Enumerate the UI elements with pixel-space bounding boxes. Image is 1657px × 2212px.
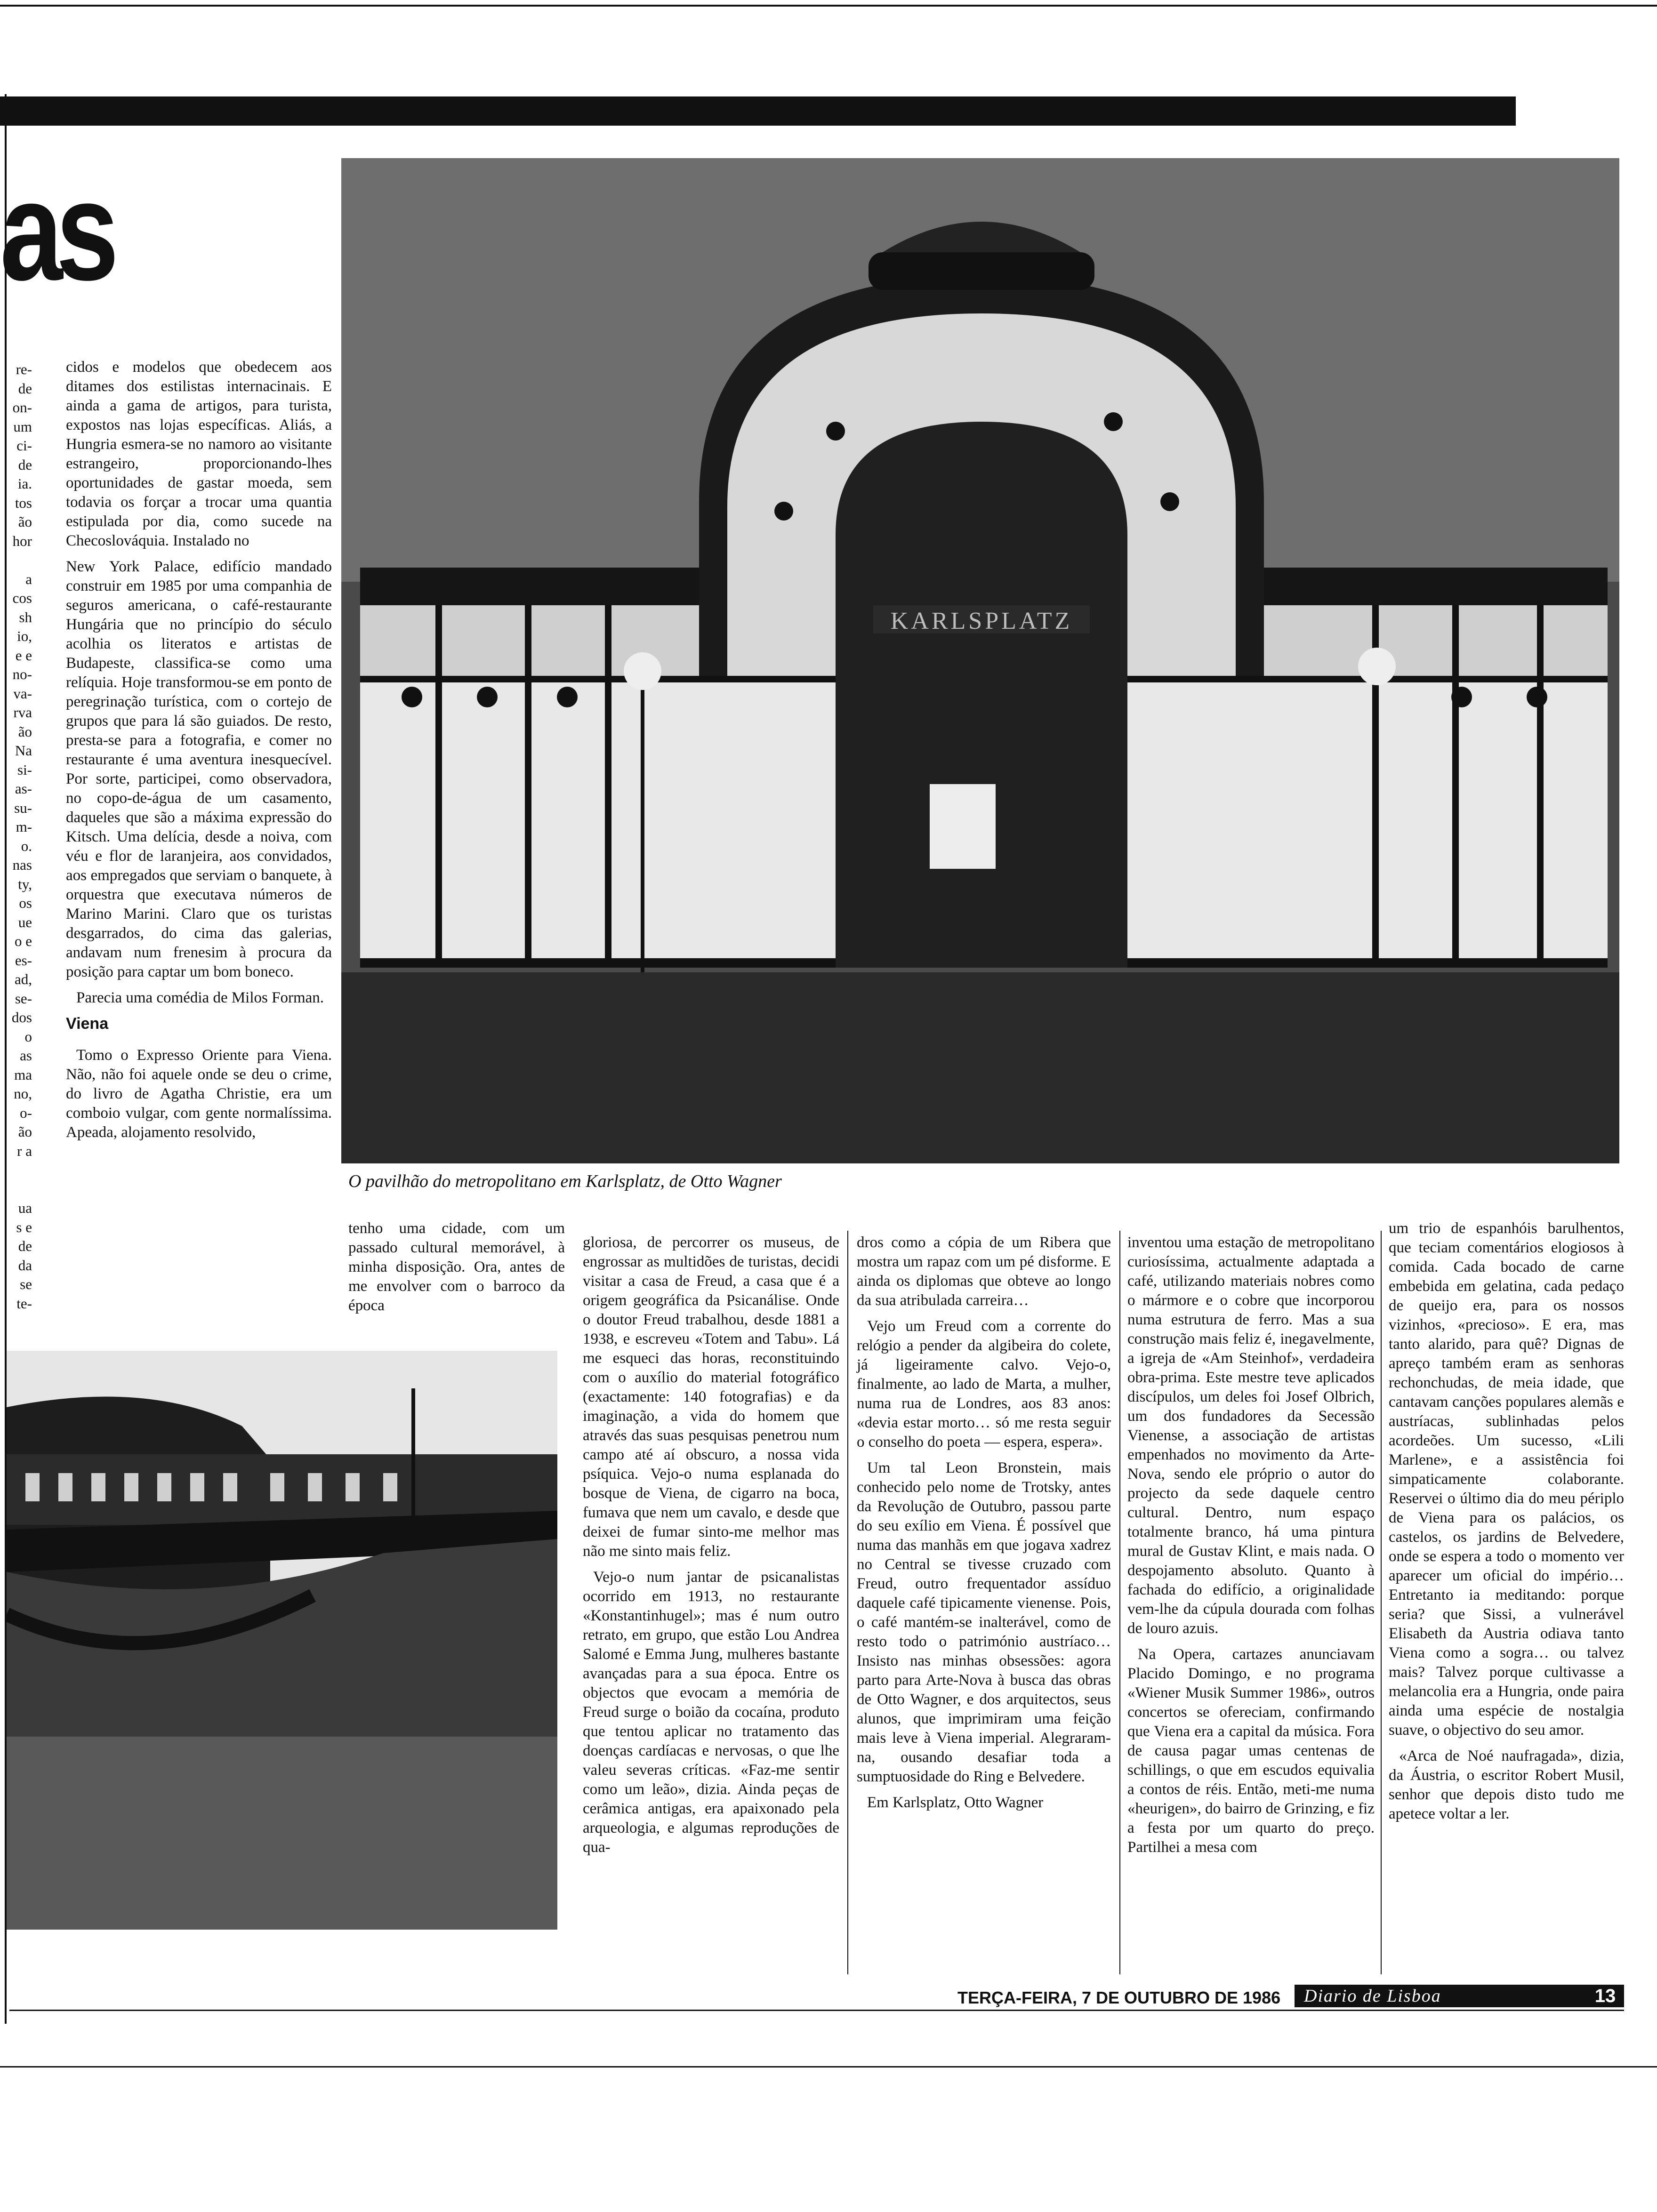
cutoff-text-fragment: e e <box>15 647 32 664</box>
cutoff-text-fragment: va- <box>13 685 32 702</box>
issue-date: TERÇA-FEIRA, 7 DE OUTUBRO DE 1986 <box>957 1988 1281 2007</box>
paragraph: Vejo um Freud com a corrente do relógio a pender da algibeira do colete, já ligeiramente calvo. Vejo-o, finalmente, ao lado de Marta, a mulher, numa rua de Londres, aos 83 anos: «devia estar morto… só me resta seguir o conselho do poeta — espera, espera». <box>857 1318 1111 1451</box>
cutoff-text-fragment: de <box>18 456 32 473</box>
cutoff-text-fragment: um <box>13 418 32 435</box>
cutoff-text-fragment: hor <box>12 532 32 549</box>
column-divider <box>1119 1231 1120 1974</box>
cutoff-text-fragment: ty, <box>18 875 32 892</box>
paragraph: Em Karlsplatz, Otto Wagner <box>867 1794 1044 1811</box>
cutoff-text-fragment: ia. <box>17 475 32 492</box>
cutoff-text-fragment: tos <box>15 494 32 511</box>
section-subhead: Viena <box>66 1015 109 1033</box>
cutoff-text-fragment: se <box>20 1276 32 1292</box>
footer-rule <box>9 2010 1624 2011</box>
newspaper-masthead: Diario de Lisboa <box>1295 1985 1624 2007</box>
cutoff-text-fragment: dos <box>11 1009 32 1026</box>
cutoff-text-fragment <box>4 1180 32 1199</box>
article-column-2 <box>348 1219 565 1322</box>
paragraph: New York Palace, edifício mandado construir em 1985 por uma companhia de seguros americana, o café-restaurante Hungária que no princípio do século acolhia os literatos e artistas de Budapeste, classifica-se como uma relíquia. Hoje transformou-se em ponto de peregrinação turística, com o cortejo de grupos que para lá são guiados. De resto, presta-se para a fotografia, e comer no restaurante é uma aventura inesquecível. Por sorte, participei, como observadora, no copo-de-água de um casamento, daqueles que são a máxima expressão do Kitsch. Uma delícia, desde a noiva, com véu e flor de laranjeira, aos convidados, aos empregados que serviam o banquete, à orquestra que executava números de Marino Marini. Claro que os turistas desgarrados, do cima das galerias, andavam num frenesim à procura da posição para captar um bom boneco. <box>66 558 332 980</box>
cutoff-text-fragment: re- <box>16 361 32 377</box>
header-bar <box>0 96 1516 126</box>
cutoff-text-fragment: se- <box>15 990 32 1007</box>
article-column-6 <box>1389 1219 1624 1830</box>
cutoff-text-fragment: no- <box>12 666 32 682</box>
paragraph: um trio de espanhóis barulhentos, que teciam comentários elogiosos à comida. Cada bocado de carne embebida em gelatina, cada pedaço de queijo era, para os nossos vizinhos, «precioso». E era, mas tanto alarido, para quê? Dignas de apreço também eram as senhoras rechonchudas, de meia idade, que cantavam canções populares alemãs e austríacas, sublinhadas pelos acordeões. Um sucesso, «Lili Marlene», e a assistência foi simpaticamente colaborante. Reservei o último dia do meu périplo de Viena para os palácios, os castelos, os jardins de Belvedere, onde se espera a todo o momento ver aparecer um oficial do império… Entretanto ia meditando: porque seria? que Sissi, a vulnerável Elisabeth da Austria odiava tanto Viena como a sogra… ou talvez mais? Talvez porque cultivasse a melancolia era a Hungria, onde paira ainda uma espécie de nostalgia suave, o objectivo do seu amor. <box>1389 1220 1624 1739</box>
cutoff-text-fragment: ão <box>18 723 32 740</box>
cutoff-text-fragment: a <box>25 570 32 587</box>
paragraph: inventou uma estação de metropolitano curiosíssima, actualmente adaptada a café, utilizando materiais nobres como o mármore e o cobre que incorporou numa estrutura de ferro. Mas a sua construção mais feliz é, inegavelmente, a igreja de «Am Steinhof», verdadeira obra-prima. Este mestre teve aplicados discípulos, um deles foi Josef Olbrich, um dos fundadores da Secessão Vienense, a associação de artistas empenhados no movimento da Arte-Nova, sendo ele próprio o autor do projecto da sede daquele centro cultural. Dentro, num espaço totalmente branco, há uma pintura mural de Gustav Klint, e mais nada. O despojamento absoluto. Quanto à fachada do edifício, a originalidade vem-lhe da cúpula dourada com folhas de louro azuis. <box>1127 1234 1375 1637</box>
cutoff-text-fragment: o e <box>14 933 32 949</box>
paragraph: Um tal Leon Bronstein, mais conhecido pelo nome de Trotsky, antes da Revolução de Outubro, passou parte do seu exílio em Viena. É possível que numa das manhãs em que jogava xadrez no Central se tivesse cruzado com Freud, outro frequentador assíduo daquele café tipicamente vienense. Pois, o café mantém-se inalterável, como de resto todo o património austríaco… Insisto nas minhas obsessões: agora parto para Arte-Nova à busca das obras de Otto Wagner, e dos arquitectos, seus alunos, que imprimiram uma feição mais leve à Viena imperial. Alegraram-na, ousando desafiar toda a sumptuosidade do Ring e Belvedere. <box>857 1459 1111 1785</box>
article-column-4 <box>857 1233 1111 1819</box>
paragraph: «Arca de Noé naufragada», dizia, da Áustria, o escritor Robert Musil, senhor que depois disto tudo me apetece voltar a ler. <box>1389 1747 1624 1822</box>
page-number: 13 <box>1594 1986 1616 2006</box>
cutoff-text-fragment: da <box>18 1257 32 1274</box>
cutoff-text-fragment: sh <box>19 609 32 625</box>
cutoff-text-fragment: es- <box>15 952 32 969</box>
cutoff-text-fragment: ci- <box>16 437 32 454</box>
paragraph: Na Opera, cartazes anunciavam Placido Domingo, e no programa «Wiener Musik Summer 1986», outros concertos se ofereciam, confirmando que Viena era a capital da música. Fora de causa pagar umas centenas de schillings, o que em escudos equivalia a contos de réis. Então, meti-me numa «heurigen», do bairro de Grinzing, e fiz a festa por um quarto do preço. Partilhei a mesa com <box>1127 1646 1375 1856</box>
cutoff-text-fragment: si- <box>17 761 32 778</box>
headline-fragment: as <box>0 152 113 310</box>
article-column-3 <box>583 1233 839 1864</box>
cutoff-text-fragment: cos <box>12 590 32 606</box>
viena-bridge-photo <box>7 1351 557 1930</box>
cutoff-text-fragment <box>4 551 32 570</box>
cutoff-text-fragment: o. <box>21 837 32 854</box>
cutoff-text-fragment: su- <box>14 799 32 816</box>
article-column-5 <box>1127 1233 1375 1864</box>
cutoff-text-fragment: te- <box>16 1295 32 1312</box>
cutoff-text-fragment: as <box>20 1047 32 1064</box>
cutoff-text-fragment: rva <box>13 704 32 721</box>
cutoff-text-fragment: ua <box>18 1200 32 1216</box>
cutoff-text-fragment: as- <box>15 780 32 797</box>
cutoff-text-fragment: de <box>18 380 32 397</box>
article-column-1 <box>66 358 332 1149</box>
cutoff-text-fragment <box>4 1161 32 1180</box>
cutoff-text-fragment: r a <box>17 1142 32 1159</box>
karlsplatz-sign: KARLSPLATZ <box>890 608 1073 634</box>
paragraph: dros como a cópia de um Ribera que mostra um rapaz com um pé disforme. E ainda os diplomas que obteve ao longo da sua atribulada carreira… <box>857 1234 1111 1309</box>
cutoff-text-fragment: Na <box>15 742 32 759</box>
cutoff-text-fragment: de <box>18 1238 32 1254</box>
paragraph: tenho uma cidade, com um passado cultural memorável, à minha disposição. Ora, antes de me envolver com o barroco da época <box>348 1220 565 1314</box>
cutoff-text-fragment: nas <box>12 857 32 873</box>
cutoff-text-fragment: io, <box>17 628 32 644</box>
top-border-rule <box>0 5 1657 7</box>
paragraph: Parecia uma comédia de Milos Forman. <box>76 989 324 1006</box>
cutoff-text-fragment: m- <box>16 818 32 835</box>
paragraph: gloriosa, de percorrer os museus, de engrossar as multidões de turistas, decidi visitar a casa de Freud, a casa que é a origem geográfica da Psicanálise. Onde o doutor Freud trabalhou, desde 1881 a 1938, e escreveu «Totem and Tabu». Lá me esqueci das horas, reconstituindo com o auxílio do material fotográfico (exactamente: 140 fotografias) e da imaginação, a vida do homem que através das suas pesquisas penetrou num campo até aí obscuro, a nossa vida psíquica. Vejo-o numa esplanada do bosque de Viena, de cigarro na boca, fumava que nem um cavalo, e desde que deixei de fumar sinto-me melhor mas não me sinto mais feliz. <box>583 1234 839 1560</box>
left-edge-text-fragments <box>4 360 32 1313</box>
cutoff-text-fragment: ão <box>18 513 32 530</box>
cutoff-text-fragment: no, <box>14 1085 32 1102</box>
cutoff-text-fragment: on- <box>12 399 32 416</box>
column-divider <box>1381 1231 1382 1974</box>
cutoff-text-fragment: ma <box>14 1066 32 1083</box>
paragraph: cidos e modelos que obedecem aos ditames dos estilistas internacinais. E ainda a gama de artigos, para turista, expostos nas lojas específicas. Aliás, a Hungria esmera-se no namoro ao visitante estrangeiro, proporcionando-lhes oportunidades de gastar moeda, sem todavia os forçar a trocar uma quantia estipulada por dia, como sucede na Checoslováquia. Instalado no <box>66 359 332 549</box>
cutoff-text-fragment: o- <box>20 1104 32 1121</box>
cutoff-text-fragment: s e <box>16 1218 32 1235</box>
karlsplatz-pavilion-photo <box>341 158 1619 1163</box>
cutoff-text-fragment: os <box>19 895 32 911</box>
cutoff-text-fragment: ad, <box>14 971 32 987</box>
photo-caption: O pavilhão do metropolitano em Karlsplatz, de Otto Wagner <box>348 1171 782 1191</box>
paragraph: Vejo-o num jantar de psicanalistas ocorrido em 1913, no restaurante «Konstantinhugel»; mas é num outro retrato, em grupo, que estão Lou Andrea Salomé e Emma Jung, mulheres bastante avançadas para a sua época. Entre os objectos que evocam a memória de Freud surge o boião da cocaína, produto que tentou aplicar no tratamento das doenças cardíacas e nervosas, o que lhe valeu severas críticas. «Faz-me sentir como um leão», dizia. Ainda peças de cerâmica antigas, era apaixonado pela arqueologia, e algumas reproduções de qua- <box>583 1569 839 1856</box>
cutoff-text-fragment: o <box>24 1028 32 1045</box>
bottom-rule <box>0 2066 1657 2068</box>
paragraph: Tomo o Expresso Oriente para Viena. Não, não foi aquele onde se deu o crime, do livro de Agatha Christie, era um comboio vulgar, com gente normalíssima. Apeada, alojamento resolvido, <box>66 1047 332 1141</box>
cutoff-text-fragment: ão <box>18 1123 32 1140</box>
cutoff-text-fragment: ue <box>18 914 32 930</box>
column-divider <box>847 1231 848 1974</box>
